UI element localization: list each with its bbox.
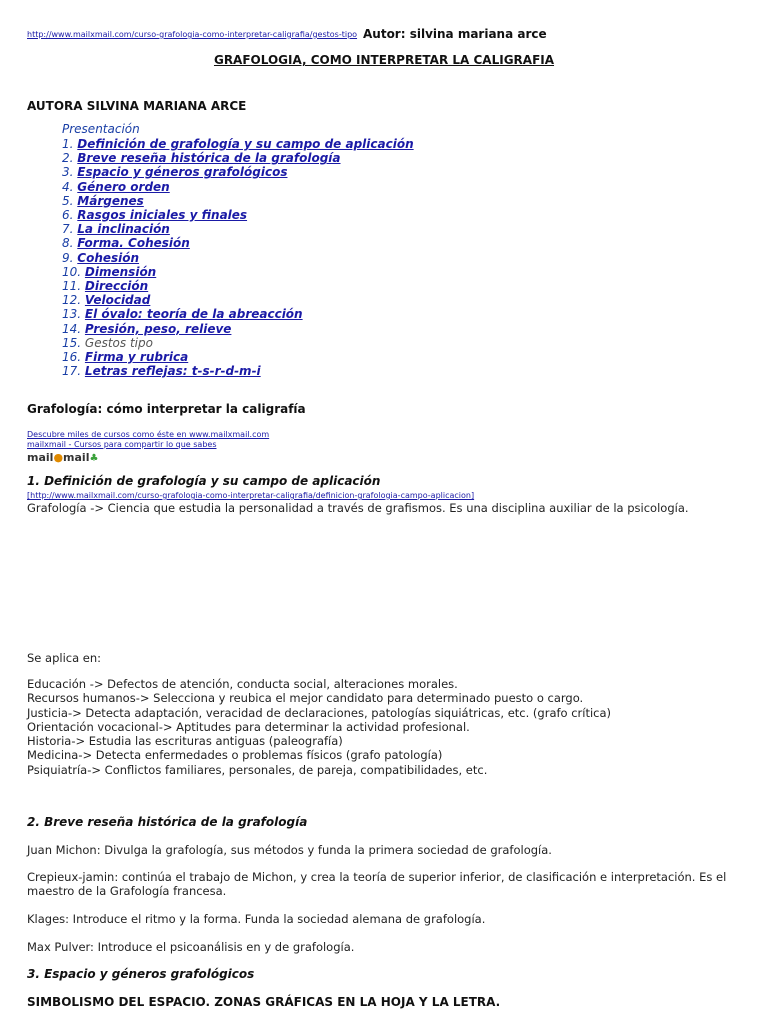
toc-item: 9. Cohesión (62, 250, 140, 265)
document-title: GRAFOLOGIA, COMO INTERPRETAR LA CALIGRAFIA (213, 53, 555, 67)
section2-paragraph: Klages: Introduce el ritmo y la forma. Funda la sociedad alemana de grafología. (27, 912, 486, 926)
toc-link[interactable]: La inclinación (77, 222, 170, 237)
toc-item: 2. Breve reseña histórica de la grafología (62, 151, 341, 166)
application-item: Medicina-> Detecta enfermedades o problemas físicos (grafo patología) (27, 748, 443, 763)
toc-item: 17. Letras reflejas: t-s-r-d-m-i (62, 364, 261, 379)
toc-link[interactable]: Márgenes (77, 193, 144, 208)
application-item: Justicia-> Detecta adaptación, veracidad de declaraciones, patologías siquiátricas, etc. (grafo crítica) (27, 705, 612, 720)
section1-heading: 1. Definición de grafología y su campo de aplicación (27, 474, 381, 488)
toc-link[interactable]: Forma. Cohesión (77, 236, 190, 251)
section1-url[interactable]: [http://www.mailxmail.com/curso-grafologia-como-interpretar-caligrafia/definicion-grafologia-campo-aplicacion] (27, 491, 475, 500)
application-item: Orientación vocacional-> Aptitudes para determinar la actividad profesional. (27, 719, 470, 734)
toc-link[interactable]: Género orden (77, 179, 170, 194)
promo-link-mailxmail[interactable]: mailxmail - Cursos para compartir lo que sabes (27, 440, 217, 449)
table-of-contents (62, 137, 414, 378)
toc-item: 13. El óvalo: teoría de la abreacción (62, 307, 303, 322)
toc-link[interactable]: Dirección (84, 279, 149, 294)
section3-heading: 3. Espacio y géneros grafológicos (27, 967, 255, 981)
toc-item: 1. Definición de grafología y su campo de aplicación (62, 137, 414, 151)
applies-label: Se aplica en: (27, 651, 102, 665)
application-item: Historia-> Estudia las escrituras antiguas (paleografía) (27, 734, 343, 749)
author-line: Autor: silvina mariana arce (363, 27, 547, 41)
toc-link[interactable]: Firma y rubrica (84, 350, 189, 365)
toc-link[interactable]: Definición de grafología y su campo de aplicación (77, 137, 414, 151)
section2-paragraph: Max Pulver: Introduce el psicoanálisis en y de grafología. (27, 940, 355, 954)
toc-item: 5. Márgenes (62, 193, 144, 208)
toc-item: 3. Espacio y géneros grafológicos (62, 165, 288, 180)
toc-link[interactable]: Breve reseña histórica de la grafología (77, 151, 341, 166)
section2-heading: 2. Breve reseña histórica de la grafología (27, 815, 308, 829)
toc-item: 8. Forma. Cohesión (62, 236, 190, 251)
toc-link[interactable]: Letras reflejas: t-s-r-d-m-i (84, 364, 261, 379)
toc-item: 12. Velocidad (62, 293, 151, 308)
applications-list (27, 677, 611, 777)
leaf-icon: ♣ (89, 453, 99, 464)
section2-paragraph: Crepieux-jamin: continúa el trabajo de Michon, y crea la teoría de superior inferior, de clasificación e interpretación. Es el maestro de la Grafología francesa. (27, 870, 727, 898)
course-heading: Grafología: cómo interpretar la caligrafía (27, 402, 306, 416)
section1-definition: Grafología -> Ciencia que estudia la personalidad a través de grafismos. Es una disciplina auxiliar de la psicología. (27, 501, 689, 515)
source-url-link[interactable]: http://www.mailxmail.com/curso-grafologia-como-interpretar-caligrafia/gestos-tipo (27, 30, 358, 39)
toc-item: 14. Presión, peso, relieve (62, 321, 232, 336)
section2-paragraph: Juan Michon: Divulga la grafología, sus métodos y funda la primera sociedad de grafología. (27, 843, 552, 857)
toc-presentacion[interactable]: Presentación (62, 122, 140, 136)
toc-link[interactable]: El óvalo: teoría de la abreacción (84, 307, 303, 322)
toc-current-label: Gestos tipo (84, 335, 153, 350)
toc-link[interactable]: Espacio y géneros grafológicos (77, 165, 288, 180)
application-item: Recursos humanos-> Selecciona y reubica el mejor candidato para determinado puesto o cargo. (27, 691, 584, 706)
toc-link[interactable]: Rasgos iniciales y finales (77, 208, 248, 223)
toc-link[interactable]: Velocidad (84, 293, 151, 308)
application-item: Educación -> Defectos de atención, conducta social, alteraciones morales. (27, 677, 458, 691)
toc-item: 4. Género orden (62, 179, 170, 194)
toc-item: 10. Dimensión (62, 264, 157, 279)
toc-item: 11. Dirección (62, 279, 149, 294)
toc-link[interactable]: Cohesión (77, 250, 140, 265)
toc-item: 16. Firma y rubrica (62, 350, 189, 365)
application-item: Psiquiatría-> Conflictos familiares, personales, de pareja, compatibilidades, etc. (27, 762, 488, 777)
toc-item: 7. La inclinación (62, 222, 170, 237)
toc-item-current: 15. Gestos tipo (62, 335, 153, 350)
mailxmail-logo[interactable]: mail●mail♣ (27, 451, 99, 464)
section3-subheading: SIMBOLISMO DEL ESPACIO. ZONAS GRÁFICAS EN LA HOJA Y LA LETRA. (27, 995, 501, 1009)
author-heading: AUTORA SILVINA MARIANA ARCE (27, 99, 247, 113)
promo-link-courses[interactable]: Descubre miles de cursos como éste en www.mailxmail.com (27, 430, 270, 439)
toc-link[interactable]: Dimensión (84, 264, 157, 279)
toc-link[interactable]: Presión, peso, relieve (84, 321, 232, 336)
toc-item: 6. Rasgos iniciales y finales (62, 208, 248, 223)
